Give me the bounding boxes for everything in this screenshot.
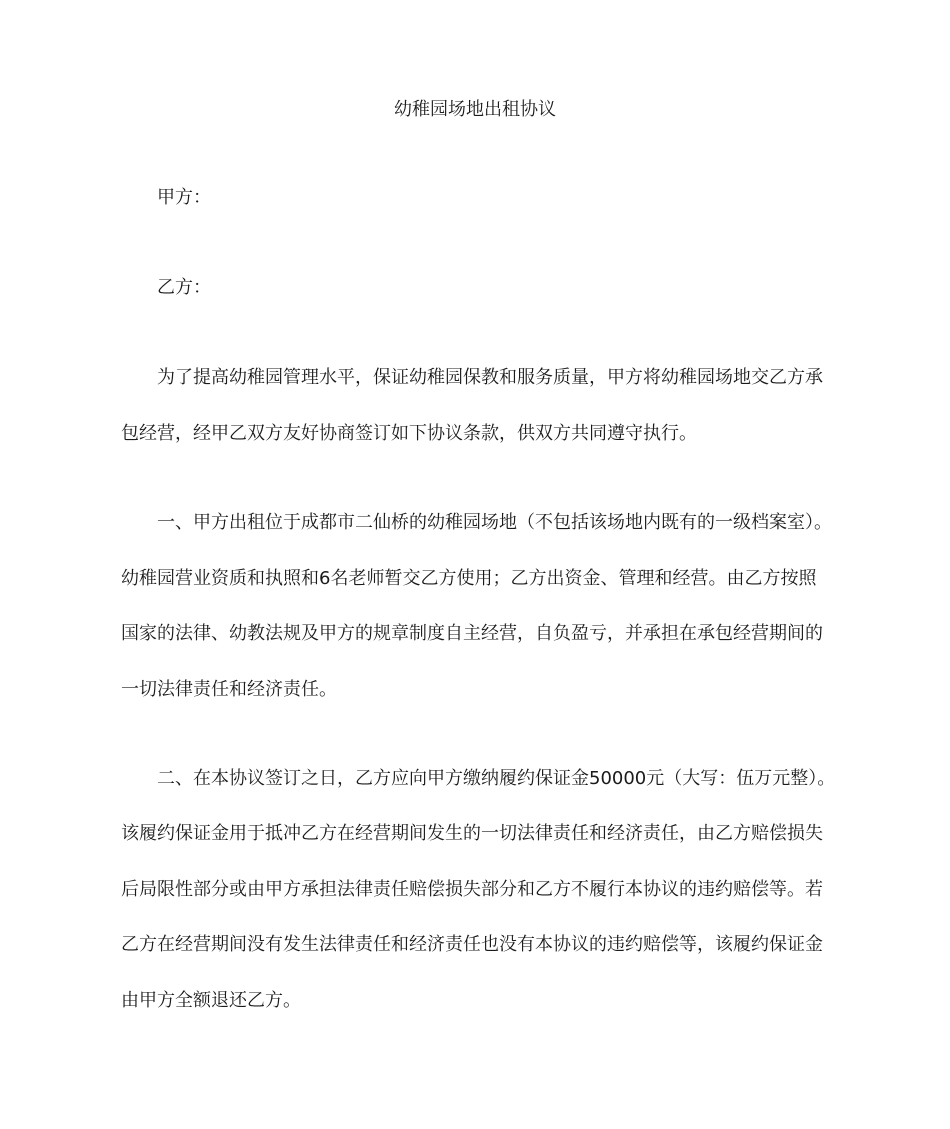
clause-1-line: 幼稚园营业资质和执照和6名老师暂交乙方使用；乙方出资金、管理和经营。由乙方按照: [121, 568, 817, 589]
clause-2-line: 该履约保证金用于抵冲乙方在经营期间发生的一切法律责任和经济责任，由乙方赔偿损失: [121, 823, 823, 844]
clause-2-line: 二、在本协议签订之日，乙方应向甲方缴纳履约保证金50000元（大写：伍万元整）。: [157, 768, 836, 789]
party-a-label: 甲方：: [157, 187, 211, 208]
clause-2-line: 由甲方全额退还乙方。: [121, 990, 301, 1011]
clause-2-line: 后局限性部分或由甲方承担法律责任赔偿损失部分和乙方不履行本协议的违约赔偿等。若: [121, 879, 823, 900]
clause-2-line: 乙方在经营期间没有发生法律责任和经济责任也没有本协议的违约赔偿等，该履约保证金: [121, 934, 823, 955]
clause-1-line: 国家的法律、幼教法规及甲方的规章制度自主经营，自负盈亏，并承担在承包经营期间的: [121, 623, 823, 644]
party-b-label: 乙方：: [157, 277, 211, 298]
document-title: 幼稚园场地出租协议: [394, 99, 556, 120]
clause-1-line: 一、甲方出租位于成都市二仙桥的幼稚园场地（不包括该场地内既有的一级档案室）。: [157, 512, 832, 533]
clause-1-line: 一切法律责任和经济责任。: [121, 679, 337, 700]
intro-line: 包经营，经甲乙双方友好协商签订如下协议条款，供双方共同遵守执行。: [121, 423, 697, 444]
intro-line: 为了提高幼稚园管理水平，保证幼稚园保教和服务质量，甲方将幼稚园场地交乙方承: [157, 367, 823, 388]
